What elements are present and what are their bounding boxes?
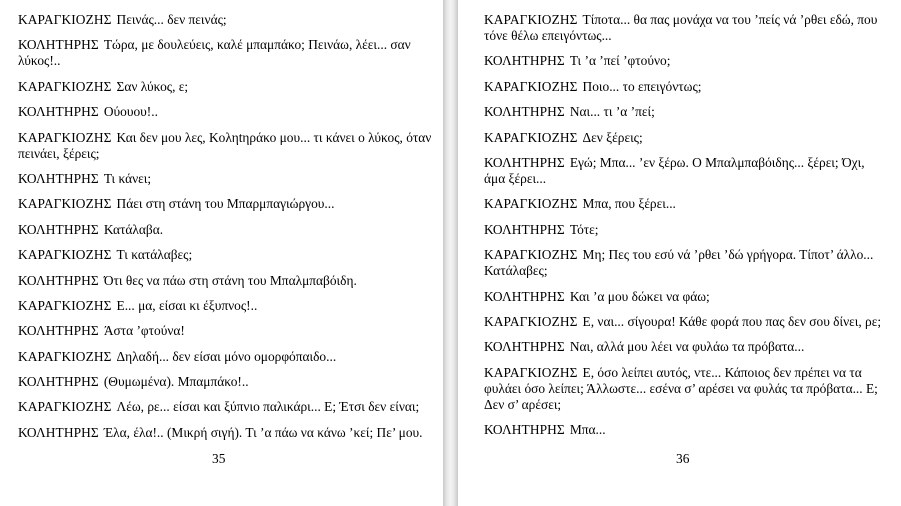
speaker-name: ΚΟΛΗΤΗΡΗΣ (18, 323, 99, 339)
speech-text: Δεν ξέρεις; (582, 129, 643, 145)
dialogue-line (484, 289, 887, 305)
speech-text: Ε, ναι... σίγουρα! Κάθε φορά που πας δεν σου δίνει, ρε; (582, 313, 882, 329)
dialogue-line (484, 247, 887, 279)
dialogue-line (18, 323, 433, 339)
speaker-name: ΚΑΡΑΓΚΙΟΖΗΣ (18, 78, 112, 94)
speech-text: Τι ’α ’πεί ’φτούνο; (569, 53, 671, 69)
speaker-name: ΚΟΛΗΤΗΡΗΣ (484, 104, 565, 120)
speech-text: (Θυμωμένα). Μπαμπάκο!.. (103, 374, 249, 390)
speaker-name: ΚΑΡΑΓΚΙΟΖΗΣ (18, 247, 112, 263)
speech-text: Και δεν μου λες, Κοληtηράκο μου... τι κάνει ο λύκος, όταν πεινάει, ξέρεις; (18, 129, 432, 161)
speech-text: Μπα, που ξέρει... (582, 196, 676, 212)
speaker-name: ΚΟΛΗΤΗΡΗΣ (18, 104, 99, 120)
dialogue-line (484, 130, 887, 146)
speaker-name: ΚΑΡΑΓΚΙΟΖΗΣ (484, 12, 578, 27)
speech-text: Τώρα, με δουλεύεις, καλέ μπαμπάκο; Πεινάω, λέει... σαν λύκος!.. (18, 37, 411, 69)
speech-text: Έλα, έλα!.. (Μικρή σιγή). Τι ’α πάω να κάνω ’κεί; Πε’ μου. (103, 424, 423, 440)
dialogue-line (484, 53, 887, 69)
speaker-name: ΚΟΛΗΤΗΡΗΣ (484, 154, 565, 170)
dialogue-line (18, 79, 433, 95)
dialogue-line (484, 155, 887, 187)
speech-text: Μη; Πες του εσύ νά ’ρθει ’δώ γρήγορα. Τίποτ’ άλλο... Κατάλαβες; (484, 247, 874, 279)
speaker-name: ΚΑΡΑΓΚΙΟΖΗΣ (18, 399, 112, 415)
dialogue-line (484, 79, 887, 95)
speech-text: Σαν λύκος, ε; (116, 78, 189, 94)
dialogue-line (18, 196, 433, 212)
dialogue-line (18, 399, 433, 415)
dialogue-line (18, 222, 433, 238)
speaker-name: ΚΟΛΗΤΗΡΗΣ (18, 272, 99, 288)
speech-text: Άστα ’φτούνα! (103, 323, 185, 339)
speech-text: Τότε; (569, 221, 599, 237)
dialogue-line (18, 12, 433, 28)
page-number: 35 (212, 451, 226, 466)
speech-text: Πεινάς... δεν πεινάς; (116, 12, 227, 27)
speaker-name: ΚΑΡΑΓΚΙΟΖΗΣ (484, 247, 578, 263)
speaker-name: ΚΑΡΑΓΚΙΟΖΗΣ (18, 348, 112, 364)
dialogue-line (18, 130, 433, 162)
dialogue-line (484, 422, 887, 438)
speaker-name: ΚΟΛΗΤΗΡΗΣ (18, 37, 99, 53)
speech-text: Πάει στη στάνη του Μπαρμπαγιώργου... (116, 196, 335, 212)
dialogue-line (18, 425, 433, 441)
speaker-name: ΚΑΡΑΓΚΙΟΖΗΣ (484, 196, 578, 212)
speaker-name: ΚΟΛΗΤΗΡΗΣ (18, 424, 99, 440)
page-right (458, 0, 901, 506)
speech-text: Ε... μα, είσαι κι έξυπνος!.. (116, 297, 258, 313)
dialogue-line (484, 196, 887, 212)
speaker-name: ΚΟΛΗΤΗΡΗΣ (484, 422, 565, 438)
dialogue-line (18, 171, 433, 187)
speech-text: Λέω, ρε... είσαι και ξύπνιο παλικάρι... Ε; Έτσι δεν είναι; (116, 399, 420, 415)
dialogue-line (484, 222, 887, 238)
speaker-name: ΚΑΡΑΓΚΙΟΖΗΣ (484, 129, 578, 145)
speaker-name: ΚΟΛΗΤΗΡΗΣ (484, 221, 565, 237)
book-gutter (443, 0, 458, 506)
speaker-name: ΚΟΛΗΤΗΡΗΣ (484, 53, 565, 69)
dialogue-line (484, 365, 887, 413)
speaker-name: ΚΟΛΗΤΗΡΗΣ (18, 170, 99, 186)
dialogue-line (18, 247, 433, 263)
speech-text: Κατάλαβα. (103, 221, 164, 237)
speaker-name: ΚΑΡΑΓΚΙΟΖΗΣ (484, 78, 578, 94)
dialogue-line (18, 298, 433, 314)
speech-text: Ναι... τι ’α ’πεί; (569, 104, 655, 120)
speech-text: Τι κατάλαβες; (116, 247, 193, 263)
speech-text: Εγώ; Μπα... ’εν ξέρω. Ο Μπαλμπαβόιδης... ξέρει; Όχι, άμα ξέρει... (484, 154, 865, 186)
page-left (0, 0, 443, 506)
speaker-name: ΚΑΡΑΓΚΙΟΖΗΣ (18, 297, 112, 313)
speech-text: Ότι θες να πάω στη στάνη του Μπαλμπαβόιδη. (103, 272, 357, 288)
dialogue-line (484, 314, 887, 330)
speech-text: Δηλαδή... δεν είσαι μόνο ομορφόπαιδο... (116, 348, 337, 364)
dialogue-line (18, 273, 433, 289)
speech-text: Ούουου!.. (103, 104, 158, 120)
speaker-name: ΚΟΛΗΤΗΡΗΣ (18, 374, 99, 390)
dialogue-line (484, 12, 887, 44)
page-number: 36 (676, 451, 690, 466)
speaker-name: ΚΑΡΑΓΚΙΟΖΗΣ (18, 129, 112, 145)
speaker-name: ΚΑΡΑΓΚΙΟΖΗΣ (484, 364, 578, 380)
speech-text: Μπα... (569, 422, 606, 438)
speech-text: Ποιο... το επειγόντως; (582, 78, 702, 94)
speech-text: Τι κάνει; (103, 170, 152, 186)
speech-text: Και ’α μου δώκει να φάω; (569, 288, 710, 304)
speaker-name: ΚΑΡΑΓΚΙΟΖΗΣ (18, 196, 112, 212)
dialogue-line (484, 339, 887, 355)
speaker-name: ΚΑΡΑΓΚΙΟΖΗΣ (18, 12, 112, 27)
speaker-name: ΚΟΛΗΤΗΡΗΣ (18, 221, 99, 237)
speech-text: Τίποτα... θα πας μονάχα να του ’πείς νά ’ρθει εδώ, που τόνε θέλω επειγόντως... (484, 12, 878, 43)
dialogue-line (18, 37, 433, 69)
dialogue-line (18, 349, 433, 365)
dialogue-line (18, 104, 433, 120)
dialogue-line (484, 104, 887, 120)
speaker-name: ΚΑΡΑΓΚΙΟΖΗΣ (484, 313, 578, 329)
speaker-name: ΚΟΛΗΤΗΡΗΣ (484, 288, 565, 304)
speaker-name: ΚΟΛΗΤΗΡΗΣ (484, 339, 565, 355)
speech-text: Ε, όσο λείπει αυτός, ντε... Κάποιος δεν πρέπει να τα φυλάει όσο λείπει; Άλλωστε... εσένα σ’ αρέσει να φυλάς τα πρόβατα... Ε; Δεν σ’ αρέσει; (484, 364, 878, 412)
dialogue-line (18, 374, 433, 390)
speech-text: Ναι, αλλά μου λέει να φυλάω τα πρόβατα... (569, 339, 805, 355)
